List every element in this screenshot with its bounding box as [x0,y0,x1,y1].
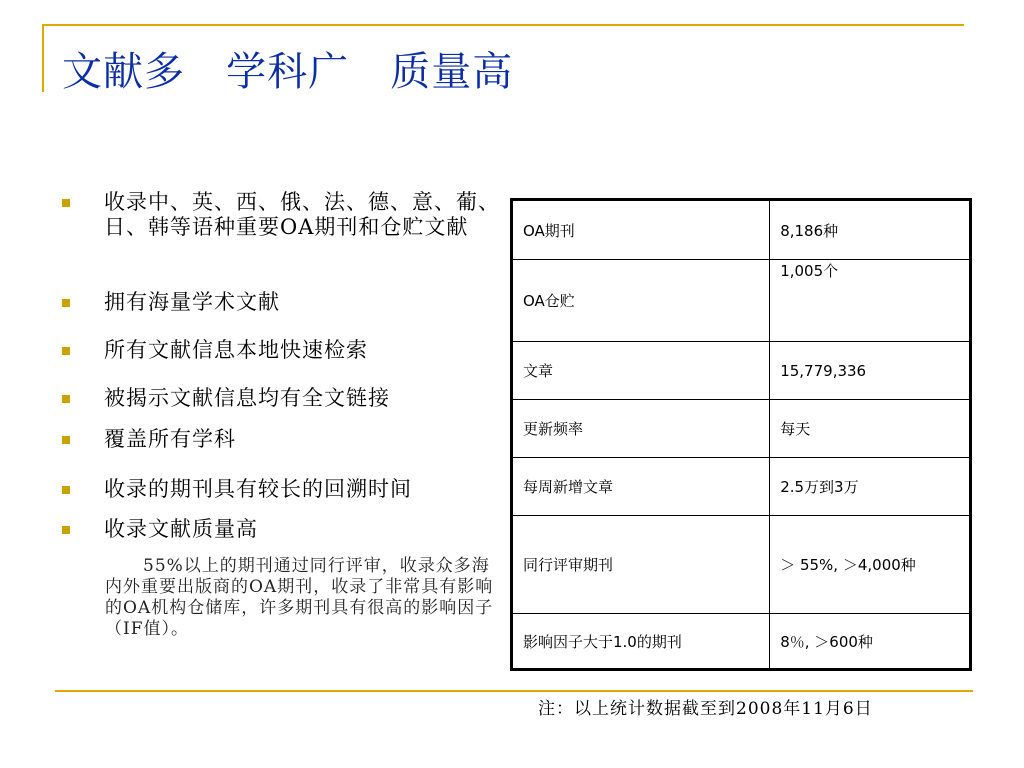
table-row [512,200,971,260]
bullet-marker-icon [62,299,70,307]
bullet-text: 被揭示文献信息均有全文链接 [104,386,390,410]
bullet-text: 收录文献质量高 [104,517,258,541]
bullet-marker-icon [62,347,70,355]
table-row [512,400,971,458]
quality-note: 55%以上的期刊通过同行评审，收录众多海内外重要出版商的OA期刊，收录了非常具有影响的OA机构仓储库，许多期刊具有很高的影响因子（IF值）。 [105,556,494,639]
bullet-marker-icon [62,526,70,534]
bottom-rule [55,690,973,692]
table-row [512,342,971,400]
row-label: OA仓贮 [512,260,770,342]
slide-title: 文献多 学科广 质量高 [62,49,514,95]
row-value: 2.5万到3万 [770,458,971,516]
bullet-text: 收录中、英、西、俄、法、德、意、葡、日、韩等语种重要OA期刊和仓贮文献 [104,190,500,239]
row-value: 每天 [770,400,971,458]
bullet-text: 所有文献信息本地快速检索 [104,338,368,362]
row-value: 1,005个 [770,260,971,342]
row-value: ＞ 55%, ＞4,000种 [770,516,971,614]
table-row [512,458,971,516]
left-rule [42,24,44,92]
row-value: 8,186种 [770,200,971,260]
table-row [512,614,971,670]
row-label: 文章 [512,342,770,400]
bullet-marker-icon [62,199,70,207]
row-label: 同行评审期刊 [512,516,770,614]
bullet-text: 收录的期刊具有较长的回溯时间 [104,477,412,501]
row-value: 8％, ＞600种 [770,614,971,670]
bullet-marker-icon [62,486,70,494]
top-rule [42,24,964,26]
row-label: OA期刊 [512,200,770,260]
row-label: 每周新增文章 [512,458,770,516]
row-label: 影响因子大于1.0的期刊 [512,614,770,670]
bullet-marker-icon [62,395,70,403]
bullet-text: 覆盖所有学科 [104,427,236,451]
table-row [512,516,971,614]
table-row [512,260,971,342]
bullet-text: 拥有海量学术文献 [104,290,280,314]
row-value: 15,779,336 [770,342,971,400]
bullet-marker-icon [62,436,70,444]
row-label: 更新频率 [512,400,770,458]
stats-table [510,198,972,671]
footnote: 注：以上统计数据截至到2008年11月6日 [538,699,873,719]
